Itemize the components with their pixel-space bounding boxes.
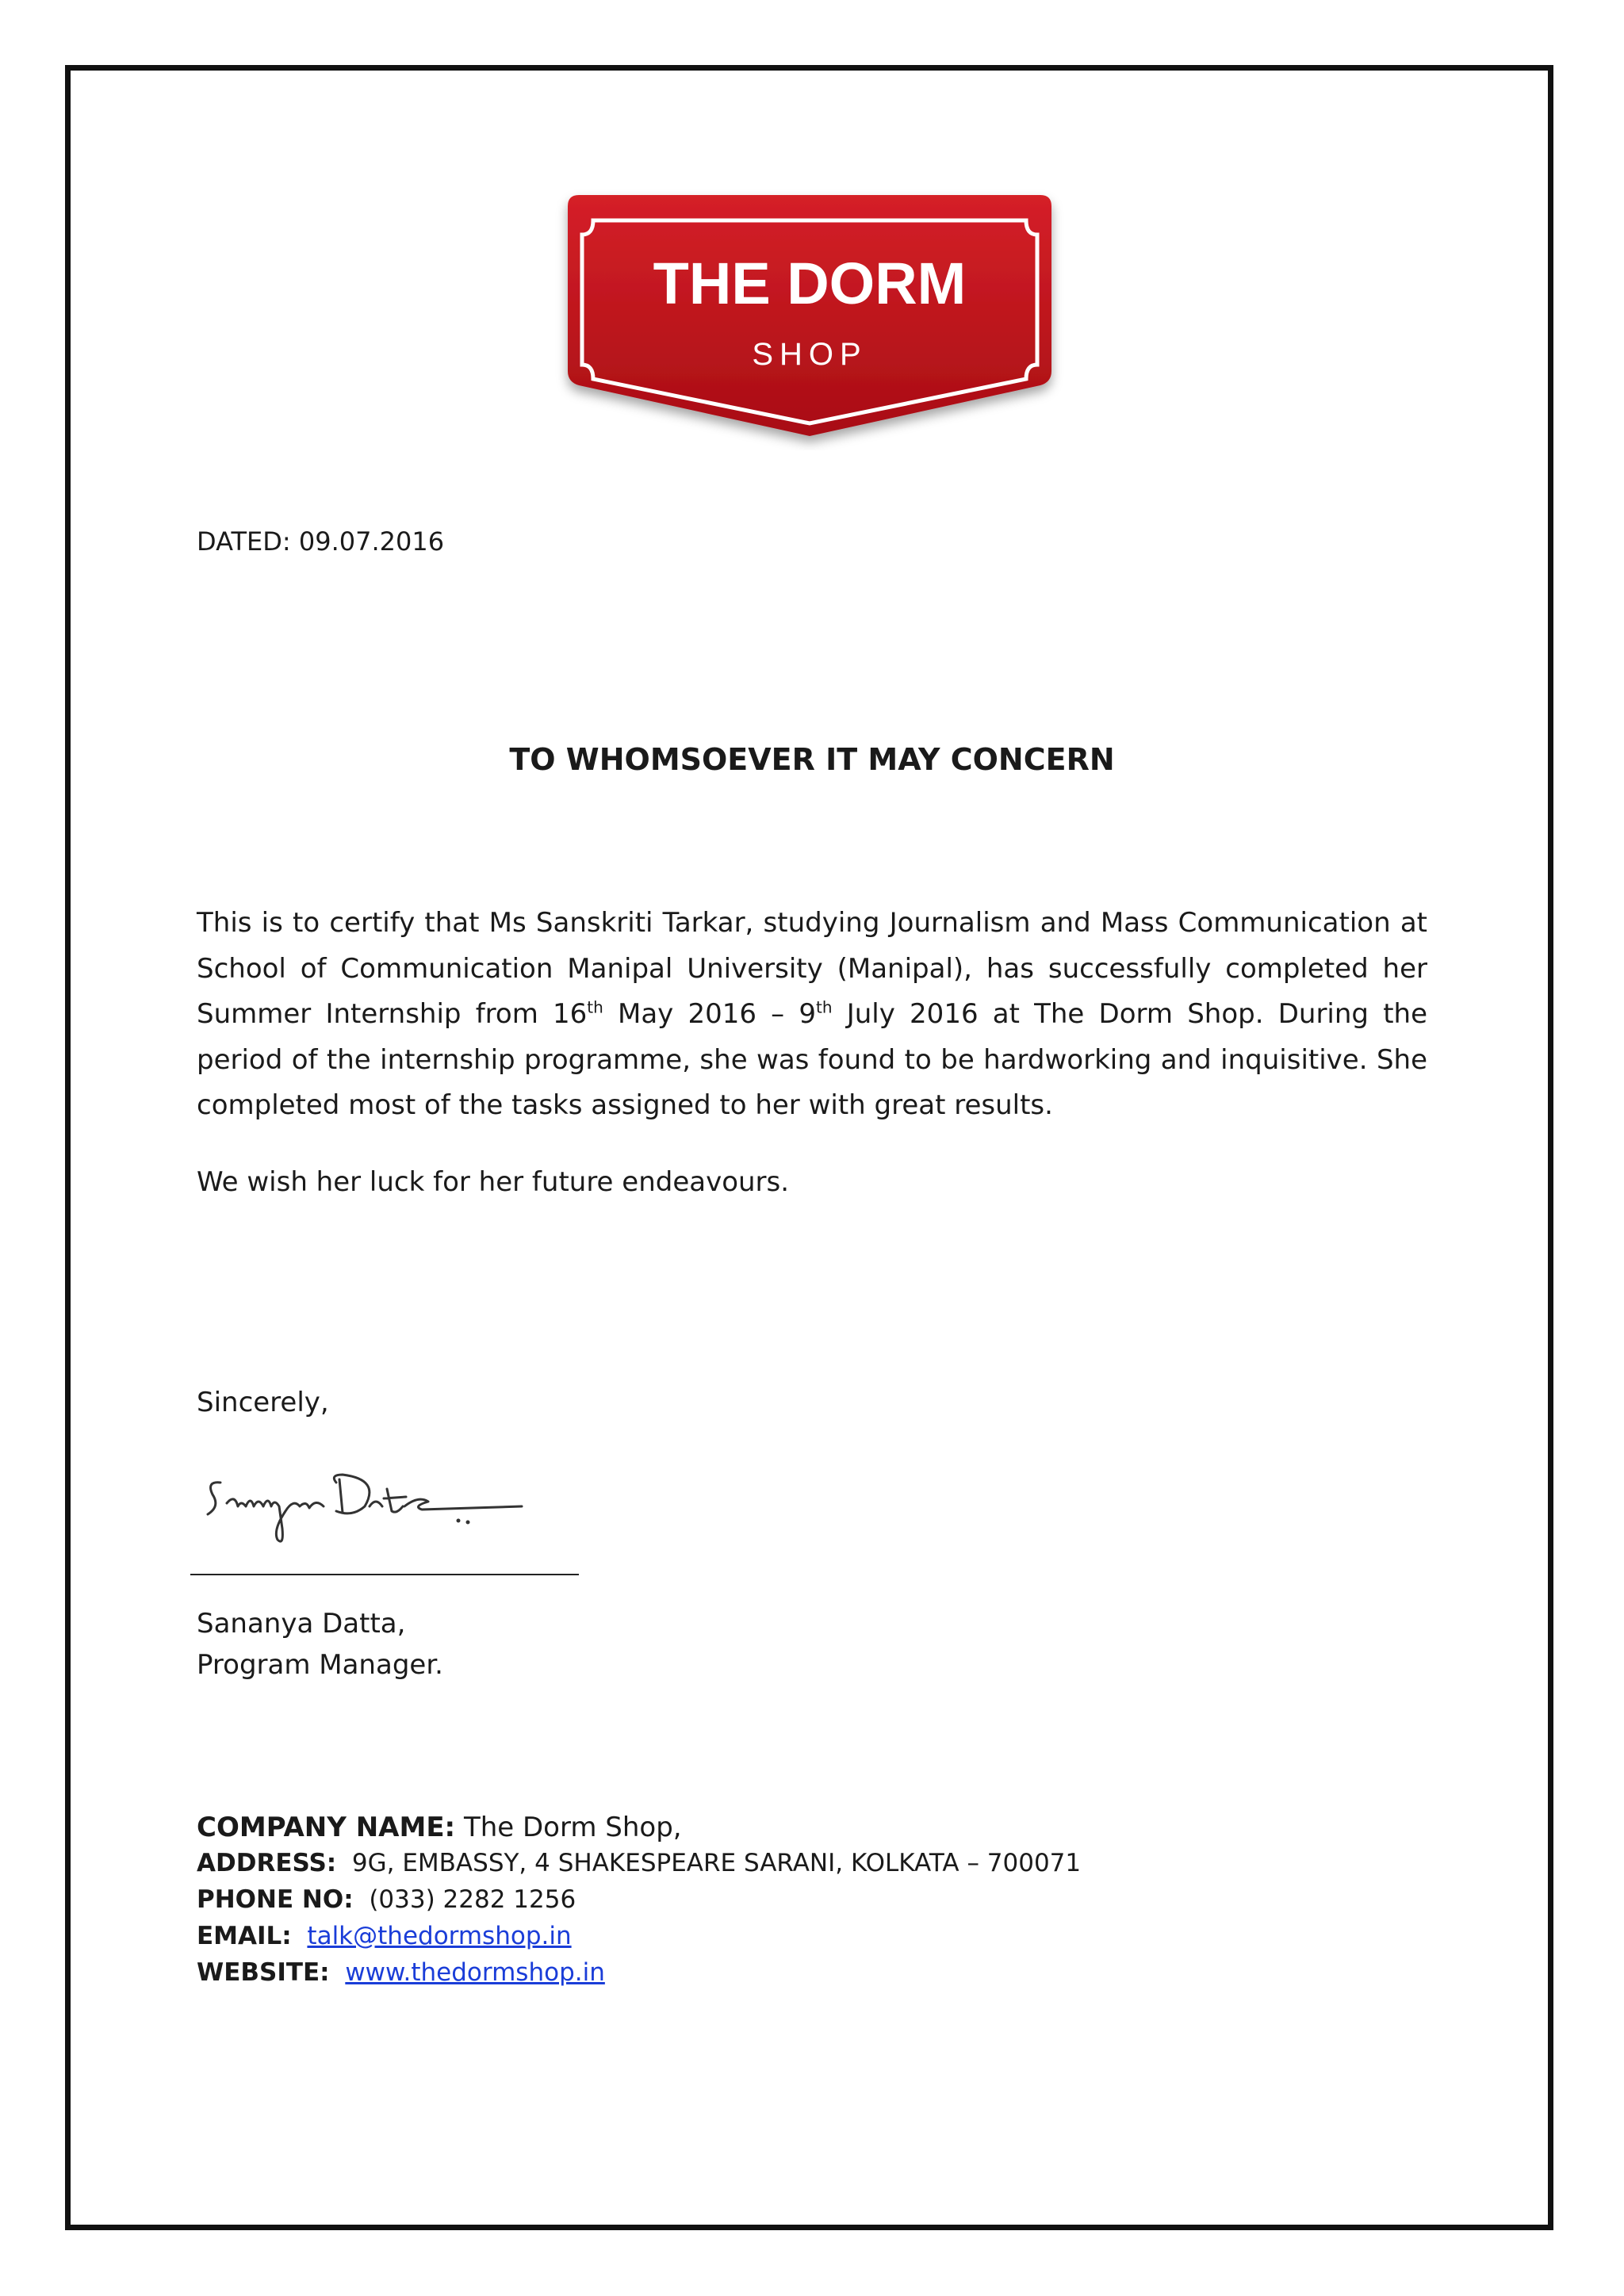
- company-name-line: [197, 1804, 682, 1850]
- address-line: [197, 1845, 1081, 1881]
- body-text-3: July 2016 at The Dorm Shop. During the period of the internship programme, she was found to be hardworking and inquisitive. She completed most of the tasks assigned to her with great results.: [197, 998, 1427, 1121]
- letter-date: DATED: 09.07.2016: [197, 526, 445, 557]
- email-label: EMAIL:: [197, 1922, 292, 1950]
- ordinal-suffix: th: [587, 997, 603, 1017]
- signature-line: [190, 1574, 579, 1575]
- dorm-shop-logo: [552, 189, 1067, 450]
- handwritten-signature: [197, 1451, 546, 1570]
- company-name-value: The Dorm Shop,: [455, 1812, 682, 1843]
- closing: Sincerely,: [197, 1387, 329, 1418]
- logo-subtitle: SHOP: [752, 337, 868, 372]
- address-value: 9G, EMBASSY, 4 SHAKESPEARE SARANI, KOLKATA – 700071: [336, 1849, 1082, 1877]
- phone-value: (033) 2282 1256: [353, 1885, 576, 1914]
- email-link[interactable]: talk@thedormshop.in: [307, 1922, 572, 1950]
- phone-line: [197, 1881, 576, 1918]
- company-name-label: COMPANY NAME:: [197, 1812, 456, 1843]
- signer-name: Sananya Datta,: [197, 1608, 406, 1640]
- certification-paragraph: [197, 901, 1427, 1129]
- email-line: [197, 1918, 572, 1954]
- website-link[interactable]: www.thedormshop.in: [345, 1958, 605, 1987]
- body-text-2: May 2016 – 9: [603, 998, 816, 1030]
- wish-line: We wish her luck for her future endeavours.: [197, 1166, 790, 1198]
- phone-label: PHONE NO:: [197, 1885, 354, 1914]
- website-line: [197, 1954, 605, 1991]
- logo-title: THE DORM: [653, 251, 967, 316]
- body-text-1: This is to certify that Ms Sanskriti Tarkar, studying Journalism and Mass Communication at School of Communication Manipal University (Manipal), has successfully completed her Summer Internship from 16: [197, 907, 1427, 1030]
- signer-title: Program Manager.: [197, 1649, 443, 1681]
- ordinal-suffix: th: [816, 997, 833, 1017]
- address-label: ADDRESS:: [197, 1849, 337, 1877]
- letter-heading: TO WHOMSOEVER IT MAY CONCERN: [509, 742, 1115, 777]
- website-label: WEBSITE:: [197, 1958, 330, 1987]
